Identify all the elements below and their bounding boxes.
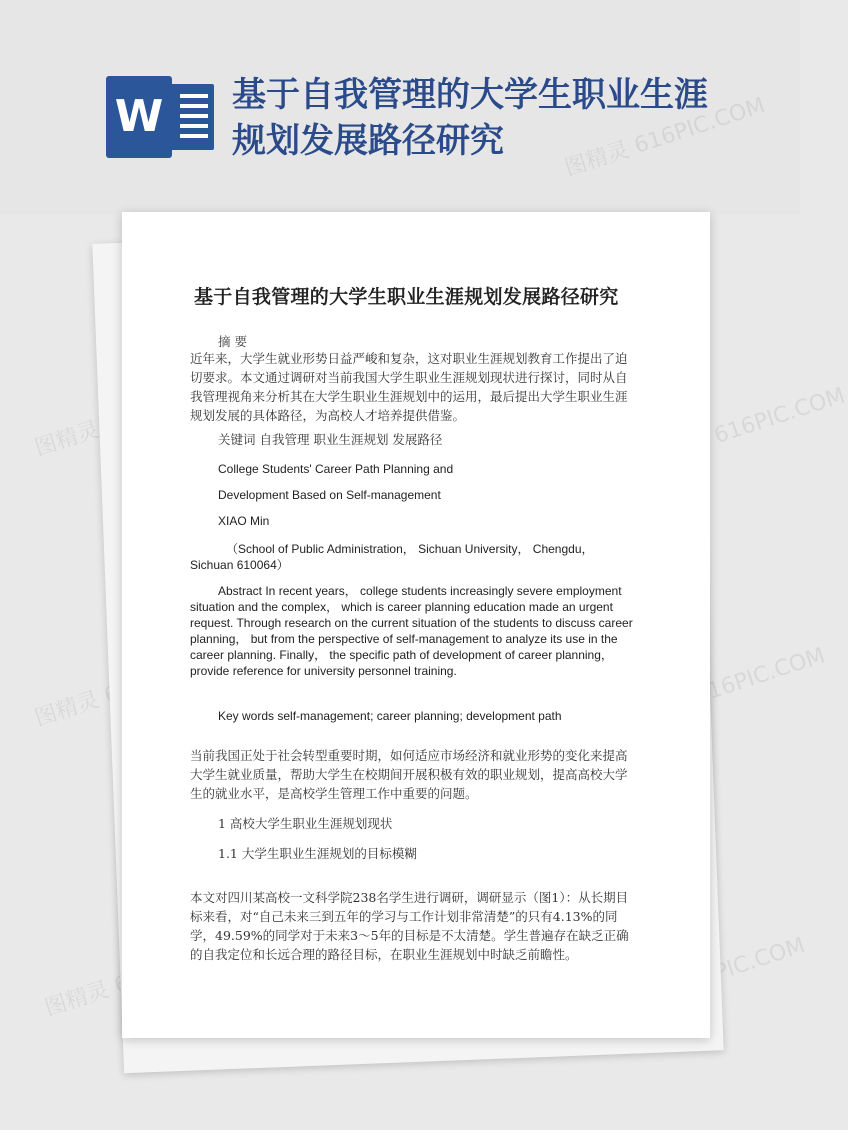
banner-title: 基于自我管理的大学生职业生涯规划发展路径研究	[232, 75, 708, 161]
section-heading-1: 1 高校大学生职业生涯规划现状	[218, 816, 393, 831]
watermark-text: 图精灵 616PIC.COM	[621, 643, 829, 732]
watermark-text: 图精灵	[31, 417, 103, 462]
body-paragraph: 本文对四川某高校一文科学院238名学生进行调研，调研显示（图1）：从长期目标来看，对“自己未来三到五年的学习与工作计划非常清楚”的只有4.13%的同学，49.59%的同学对于未来3～5年的目标是不太清楚。学生普遍存在缺乏正确的自我定位和长远合理的路径目标，在职业生涯规划中时缺乏前瞻性。	[190, 890, 629, 962]
abstract-heading: 摘 要	[218, 334, 247, 349]
keywords-chinese: 关键词 自我管理 职业生涯规划 发展路径	[218, 432, 443, 447]
author-name: XIAO Min	[218, 514, 270, 528]
document-page	[122, 212, 710, 1038]
keywords-english: Key words self-management; career planning; development path	[218, 709, 562, 723]
abstract-chinese: 近年来，大学生就业形势日益严峻和复杂，这对职业生涯规划教育工作提出了迫切要求。本文通过调研对当前我国大学生职业生涯规划现状进行探讨，同时从自我管理视角来分析其在大学生职业生涯规划中的运用，最后提出大学生职业生涯规划发展的具体路径，为高校人才培养提供借鉴。	[190, 351, 628, 423]
author-affiliation: （School of Public Administration， Sichuan University， Chengdu，Sichuan 610064）	[190, 542, 594, 572]
section-heading-1-1: 1.1 大学生职业生涯规划的目标模糊	[218, 846, 417, 861]
watermark-text: 图精灵	[31, 687, 103, 732]
watermark-text: 图精灵 616PIC.COM	[641, 383, 848, 472]
word-document-icon	[106, 76, 214, 158]
watermark-text: 616PIC.COM	[671, 933, 809, 999]
word-icon-lines	[168, 84, 214, 150]
abstract-english: Abstract In recent years， college students increasingly severe employment situation and the complex， which is career planning education made an urgent request. Through research on the current situation of the students to discuss career planning， but from the perspective of self-management to analyze its use in the career planning. Finally， the specific path of development of career planning， provide reference for university personnel training.	[190, 584, 633, 678]
intro-paragraph: 当前我国正处于社会转型重要时期，如何适应市场经济和就业形势的变化来提高大学生就业质量，帮助大学生在校期间开展积极有效的职业规划，提高高校大学生的就业水平，是高校学生管理工作中重要的问题。	[190, 748, 628, 801]
word-icon-letter: W	[106, 76, 172, 158]
document-title: 基于自我管理的大学生职业生涯规划发展路径研究	[194, 286, 619, 308]
english-title-line-2: Development Based on Self-management	[218, 488, 441, 502]
watermark-text: 图精灵	[41, 977, 113, 1022]
english-title-line-1: College Students' Career Path Planning and	[218, 462, 454, 476]
